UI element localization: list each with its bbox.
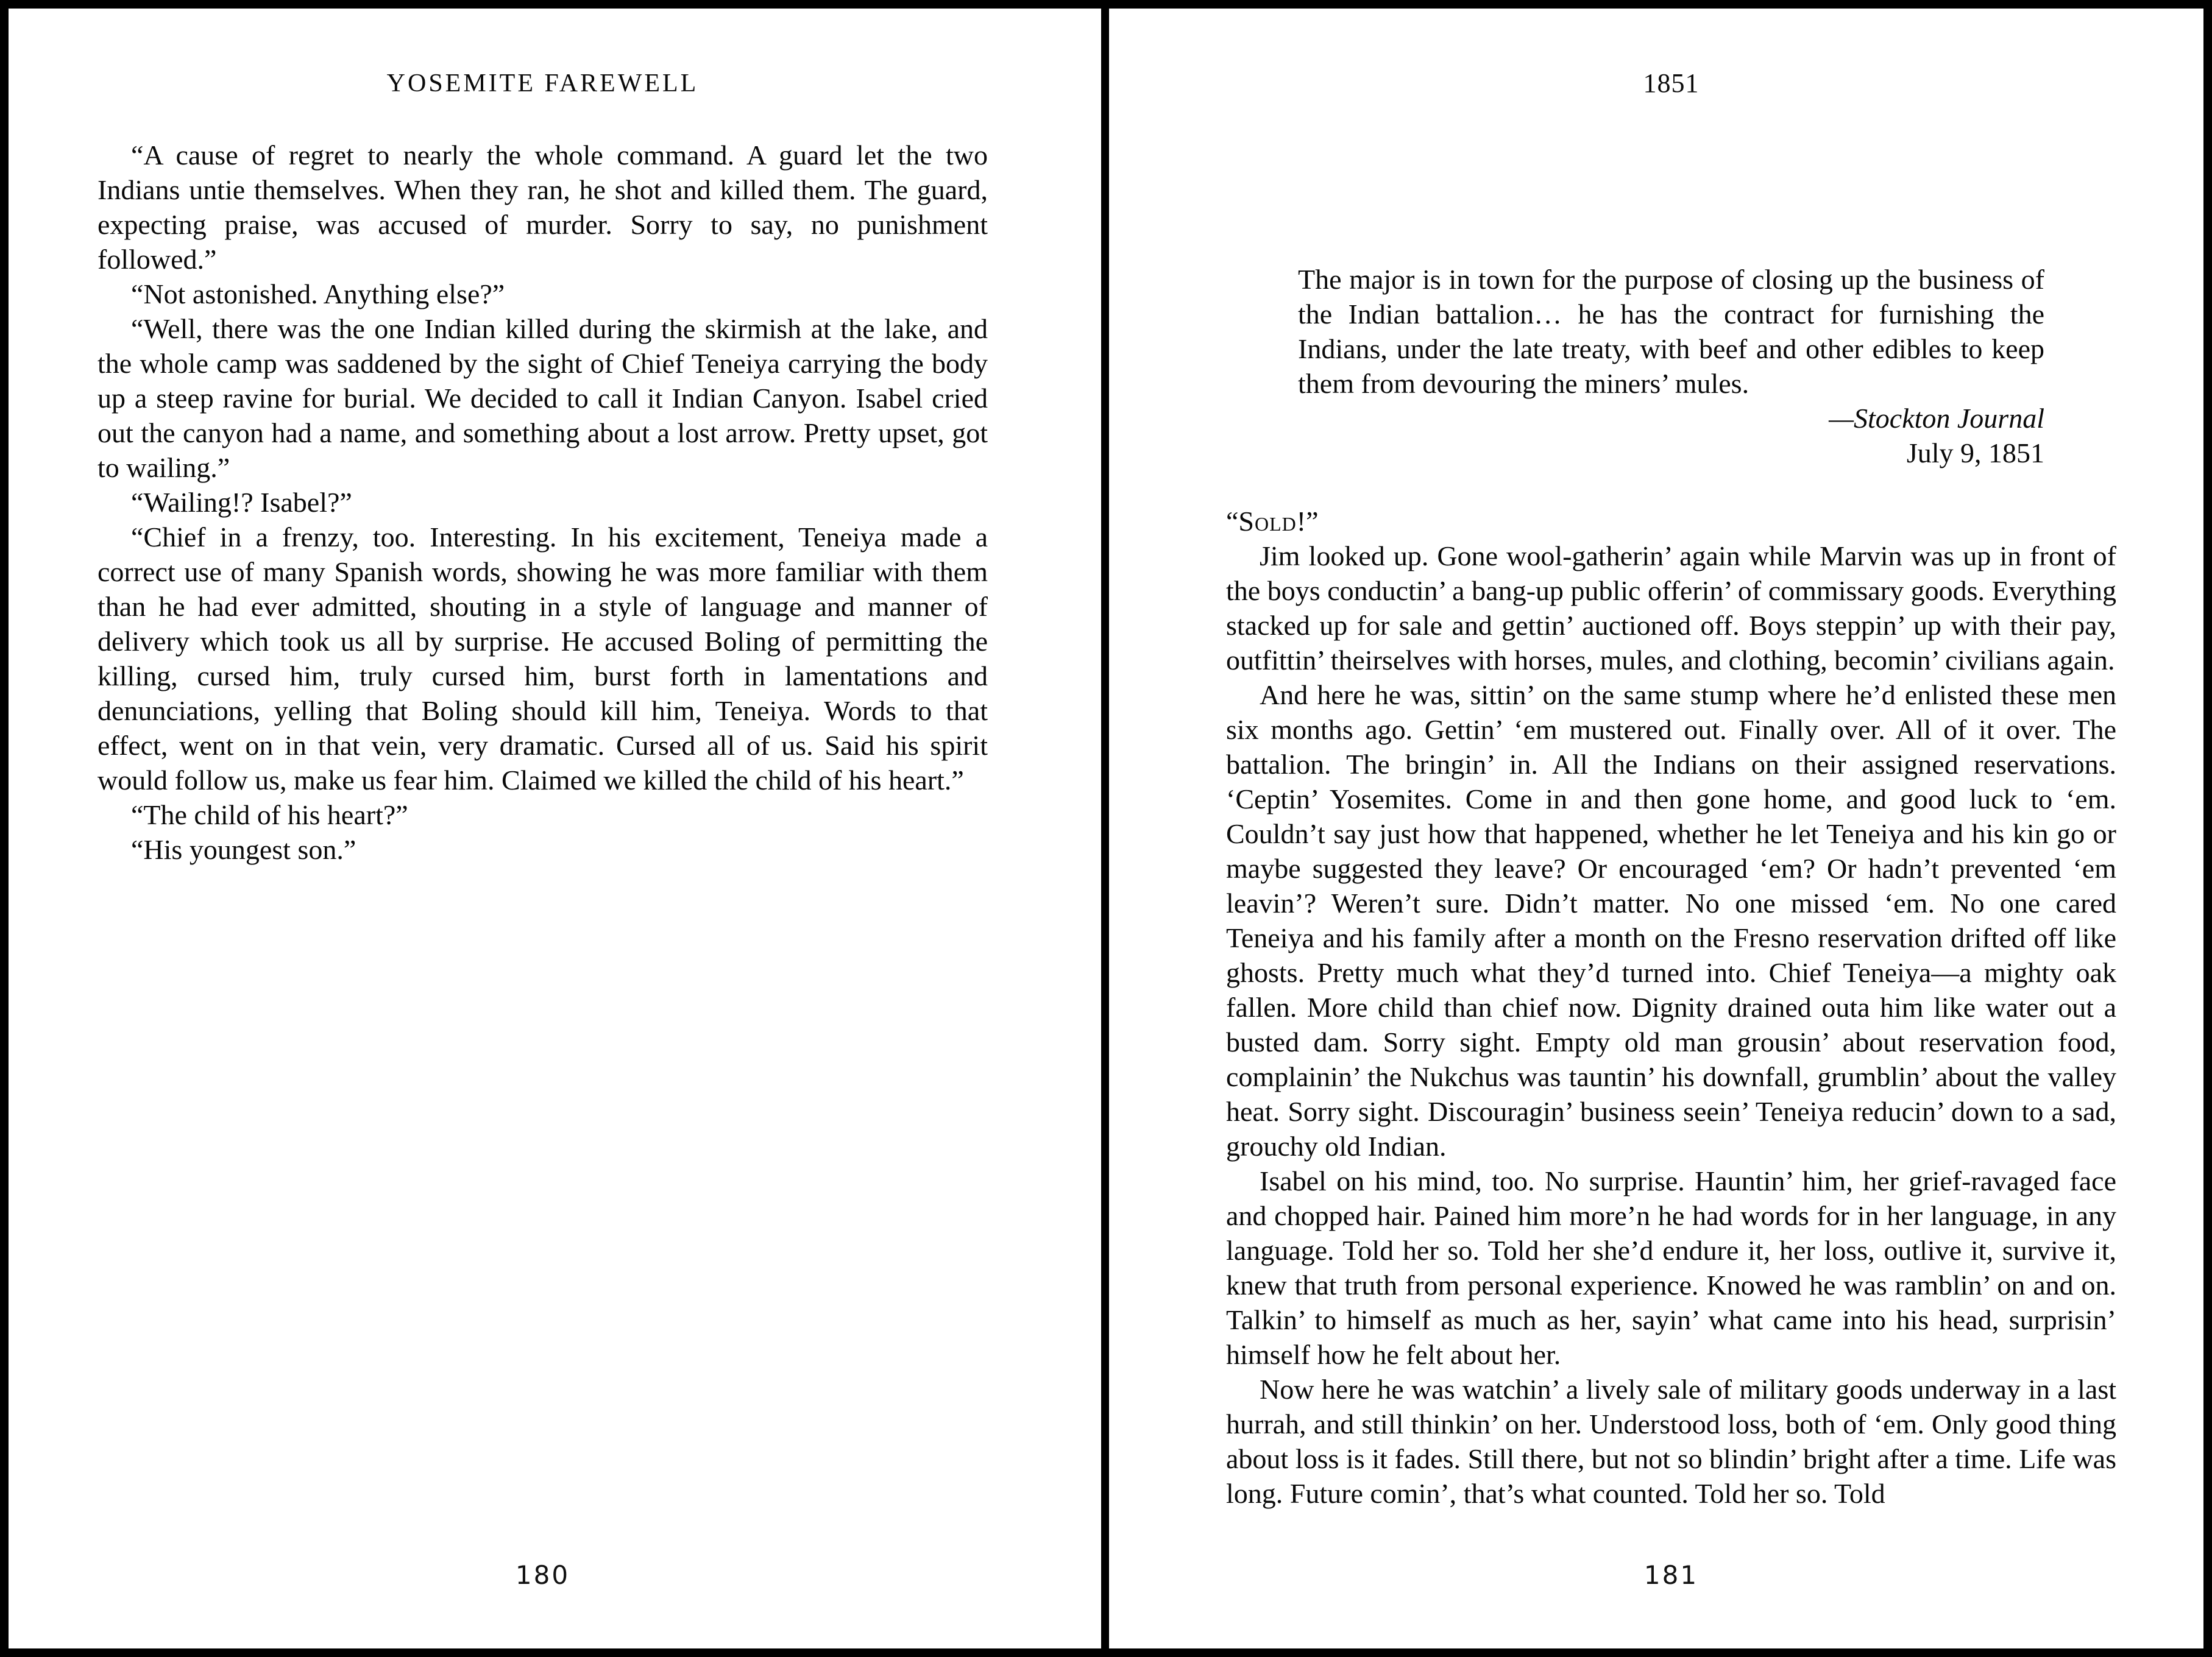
page-left [9, 9, 1101, 1648]
paragraph: “The child of his heart?” [131, 799, 408, 830]
paragraph-sold [1226, 504, 2116, 539]
paragraph: Jim looked up. Gone wool-gatherin’ again while Marvin was up in front of the boys conductin’ a bang-up public offerin’ of commissary goods. Everything stacked up for sale and gettin’ auctioned off. Boys steppin’ up with their pay, outfittin’ theirselves with horses, mules, and clothing, becomin’ civilians again. [1226, 540, 2116, 676]
paragraph: Isabel on his mind, too. No surprise. Hauntin’ him, her grief-ravaged face and chopped hair. Pained him more’n he had words for in her language, in any language. Told her so. Told her she’d endure it, her loss, outlive it, survive it, knew that truth from personal experience. Knowed he was ramblin’ on and on. Talkin’ to himself as much as her, sayin’ what came into his head, surprisin’ himself how he felt about her. [1226, 1165, 2116, 1370]
sold-word: Sold [1238, 506, 1297, 537]
sold-open-quote: “ [1226, 506, 1239, 537]
right-page-text [1226, 504, 2116, 1511]
quote-date: July 9, 1851 [1906, 437, 2044, 468]
paragraph: “Well, there was the one Indian killed during the skirmish at the lake, and the whole camp was saddened by the sight of Chief Teneiya carrying the body up a steep ravine for burial. We decided to call it Indian Canyon. Isabel cried out the canyon had a name, and something about a lost arrow. Pretty upset, got to wailing.” [97, 313, 988, 483]
running-head-chapter-title: YOSEMITE FAREWELL [386, 69, 699, 97]
gutter-divider [1101, 9, 1109, 1648]
paragraph: “Chief in a frenzy, too. Interesting. In his excitement, Teneiya made a correct use of many Spanish words, showing he was more familiar with them than he had ever admitted, shouting in a style of language and manner of delivery which took us all by surprise. He accused Boling of permitting the killing, cursed him, truly cursed him, burst forth in lamentations and denunciations, yelling that Boling should kill him, Teneiya. Words to that effect, went on in that vein, very dramatic. Cursed all of us. Said his spirit would follow us, make us fear him. Claimed we killed the child of his heart.” [97, 521, 988, 796]
paragraph: Now here he was watchin’ a lively sale of military goods underway in a last hurrah, and still thinkin’ on her. Understood loss, both of ‘em. Only good thing about loss is it fades. Still there, but not so blindin’ bright after a time. Life was long. Future comin’, that’s what counted. Told her so. Told [1226, 1374, 2116, 1509]
paragraph: And here he was, sittin’ on the same stump where he’d enlisted these men six months ago. Gettin’ ‘em mustered out. Finally over. All of it over. The battalion. The bringin’ in. All the Indians on their assigned reservations. ‘Ceptin’ Yosemites. Come in and then gone home, and good luck to ‘em. Couldn’t say just how that happened, whether he let Teneiya and his kin go or maybe suggested they leave? Or encouraged ‘em? Or hadn’t prevented ‘em leavin’? Weren’t sure. Didn’t matter. No one missed ‘em. No one cared Teneiya and his family after a month on the Fresno reservation drifted off like ghosts. Pretty much what they’d turned into. Chief Teneiya—a mighty oak fallen. More child than chief now. Dignity drained outa him like water out a busted dam. Sorry sight. Empty old man grousin’ about reservation food, complainin’ the Nukchus was tauntin’ his downfall, grumblin’ about the valley heat. Sorry sight. Discouragin’ business seein’ Teneiya reducin’ down to a sad, grouchy old Indian. [1226, 679, 2116, 1162]
paragraph: “His youngest son.” [131, 834, 356, 865]
left-page-text [97, 138, 988, 867]
running-head-year: 1851 [1643, 68, 1700, 98]
epigraph-quote: The major is in town for the purpose of closing up the business of the Indian battalion… he has the contract for furnishing the Indians, under the late treaty, with beef and other edibles to keep them from devouring the miners’ mules. [1298, 264, 2044, 399]
quote-source: —Stockton Journal [1829, 403, 2044, 434]
page-number-left: 180 [515, 1560, 570, 1590]
paragraph: “A cause of regret to nearly the whole command. A guard let the two Indians untie themselves. When they ran, he shot and killed them. The guard, expecting praise, was accused of murder. Sorry to say, no punishment followed.” [97, 140, 988, 275]
page-right [1109, 9, 2203, 1648]
quote-attribution [1226, 401, 2044, 470]
paragraph: “Not astonished. Anything else?” [131, 278, 505, 309]
page-number-right: 181 [1643, 1560, 1699, 1590]
sold-close: !” [1296, 506, 1319, 537]
paragraph: “Wailing!? Isabel?” [131, 487, 352, 518]
